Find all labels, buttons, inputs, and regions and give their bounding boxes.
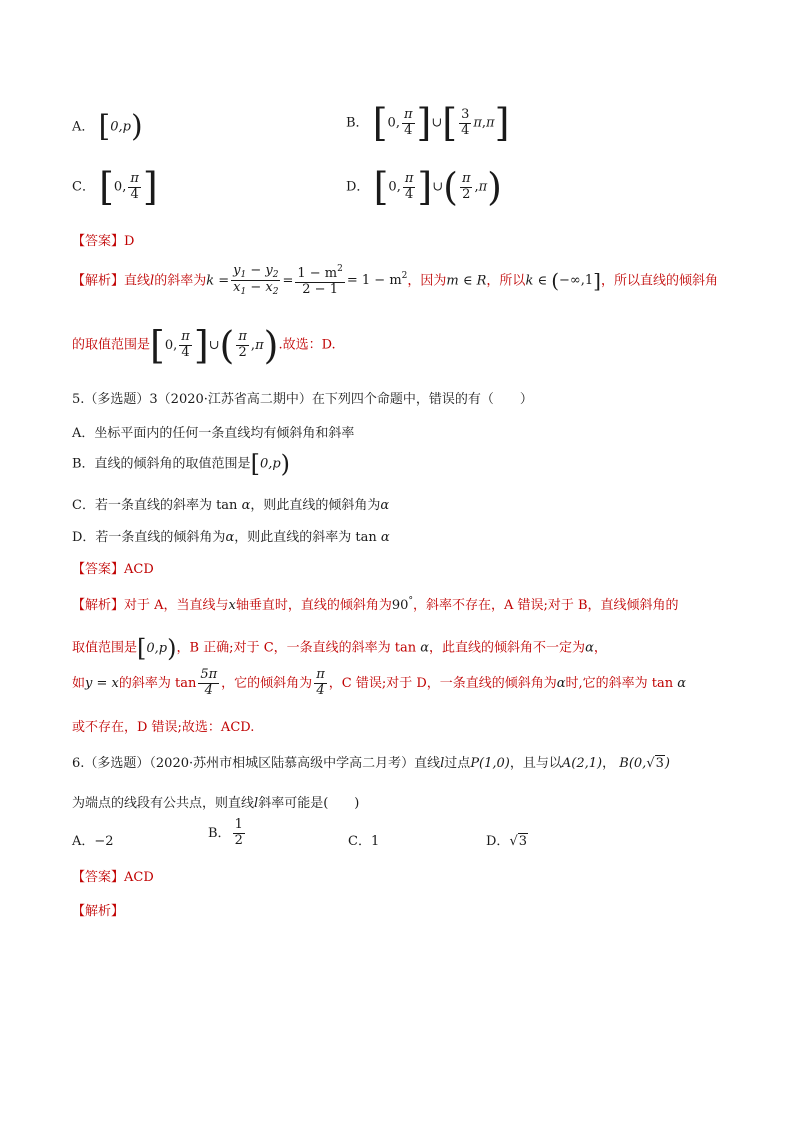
q4-answer [72, 230, 134, 249]
fraction: $\frac{\pi}{4}$ [403, 106, 413, 138]
analysis-tag: 【解析】 [72, 598, 125, 613]
q6-option-c: C．1 [348, 834, 380, 849]
q4-analysis-line2: 的取值范围是[0, $\frac{\pi}{4}$ ]∪( $\frac{\pi}{2}$ ,π).故选：D. [72, 323, 336, 367]
q5-stem: 5.（多选题）3（2020·江苏省高二期中）在下列四个命题中，错误的有（ ） [72, 392, 533, 407]
fraction: $\frac{\pi}{4}$ [181, 328, 190, 360]
option-label: C． [72, 179, 95, 195]
q5-analysis-line3: 如y = x的斜率为 tan $\frac{5\pi}{4}$ ，它的倾斜角为 $\frac{\pi}{4}$ ，C 错误;对于 D，一条直线的倾斜角为α时,它的斜率为 tan α [72, 667, 687, 698]
fraction: $\frac{3}{4}$ [461, 106, 470, 138]
q6-option-b: B． $\frac{1}{2}$ [208, 817, 243, 848]
q6-analysis-tag: 【解析】 [72, 904, 125, 919]
fraction: $\frac{1 - m^2}{2 - 1}$ [297, 264, 343, 297]
answer-value: ACD [124, 562, 154, 577]
analysis-tag: 【解析】 [72, 273, 125, 289]
q5-analysis-line2: 取值范围是[0,p)，B 正确;对于 C，一条直线的斜率为 tan α，此直线的倾斜角不一定为α， [72, 634, 607, 662]
option-label: A． [72, 119, 95, 135]
option-label: B． [346, 115, 369, 131]
math-interval: 0,p [110, 119, 131, 135]
q6-option-a: A．−2 [72, 834, 114, 849]
fraction: $\frac{\pi}{2}$ [238, 328, 247, 360]
sqrt: √3 [509, 834, 528, 849]
sqrt: √3 [646, 756, 664, 771]
q5-option-b: B．直线的倾斜角的取值范围是[0,p) [72, 450, 291, 478]
answer-tag: 【答案】 [72, 562, 125, 577]
fraction: $\frac{\pi}{4}$ [316, 667, 325, 698]
q6-answer [72, 866, 154, 885]
q4-option-a: A． [0,p) [72, 109, 143, 144]
fraction: $\frac{\pi}{2}$ [461, 170, 471, 202]
option-label: D． [346, 179, 370, 195]
q5-analysis-line1: 【解析】对于 A，当直线与x轴垂直时，直线的倾斜角为90°，斜率不存在，A 错误;对于 B，直线倾斜角的 [72, 596, 679, 613]
fraction: $\frac{y_1 - y_2}{x_1 - x_2}$ [233, 263, 279, 298]
q5-option-a: A．坐标平面内的任何一条直线均有倾斜角和斜率 [72, 426, 355, 441]
q5-option-c: C．若一条直线的斜率为 tan α，则此直线的倾斜角为α [72, 498, 390, 513]
fraction: $\frac{1}{2}$ [234, 817, 243, 848]
q6-stem-line1: 6.（多选题）（2020·苏州市相城区陆慕高级中学高二月考）直线l过点P(1,0)，且与以A(2,1)， B(0,√3) [72, 756, 670, 771]
q4-option-c: C． [0, $\frac{\pi}{4}$ ] [72, 165, 158, 209]
q5-answer [72, 558, 154, 577]
q6-option-d: D．√3 [486, 834, 528, 849]
q4-analysis-line1: 【解析】直线l的斜率为k = $\frac{y_1 - y_2}{x_1 - x_2}$ = $\frac{1 - m^2}{2 - 1}$ = $1 - m^2$，因为m ∈ R，所以k ∈ (−∞,1]，所以直线的倾斜角 [72, 263, 718, 298]
q6-stem-line2: 为端点的线段有公共点，则直线l斜率可能是( ) [72, 796, 360, 811]
answer-value: D [124, 234, 135, 249]
q5-option-d: D．若一条直线的倾斜角为α，则此直线的斜率为 tan α [72, 530, 390, 545]
answer-value: ACD [124, 870, 154, 885]
q4-option-d: D． [0, $\frac{\pi}{4}$ ]∪( $\frac{\pi}{2}$ ,π) [346, 165, 502, 209]
fraction: $\frac{\pi}{4}$ [130, 170, 139, 202]
answer-tag: 【答案】 [72, 234, 125, 249]
fraction: $\frac{\pi}{4}$ [404, 170, 414, 202]
fraction: $\frac{5\pi}{4}$ [200, 667, 218, 698]
q4-option-b: B． [0, $\frac{\pi}{4}$ ]∪[ $\frac{3}{4}$ π,π] [346, 101, 510, 145]
answer-tag: 【答案】 [72, 870, 125, 885]
q5-analysis-line4: 或不存在，D 错误;故选：ACD. [72, 720, 255, 735]
